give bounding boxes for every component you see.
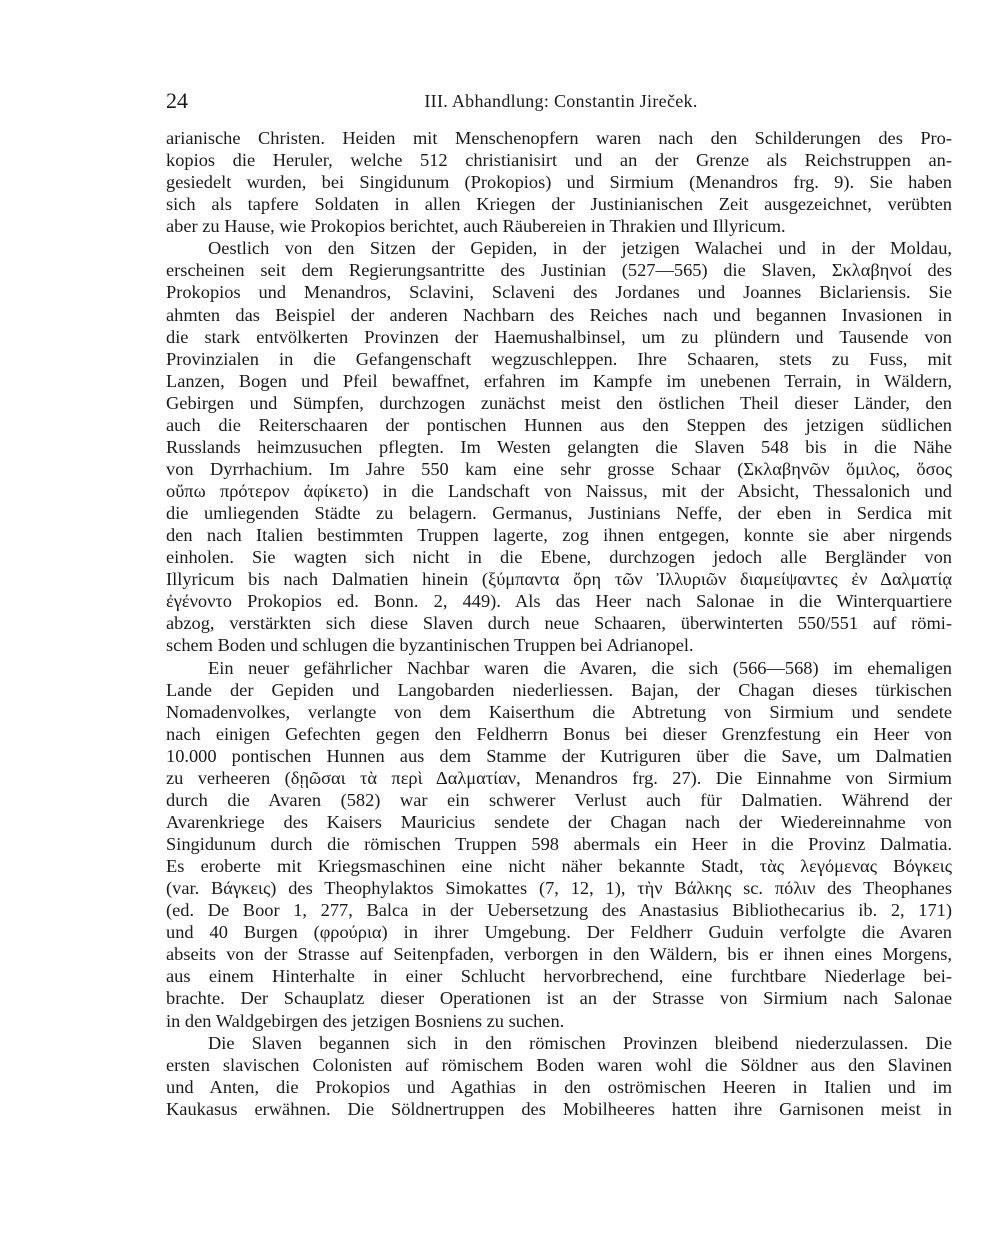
text-line: abseits von der Strasse auf Seitenpfaden, verborgen in den Wäldern, bis er ihnen eines Morgens, — [166, 944, 952, 965]
text-line: Lanzen, Bogen und Pfeil bewaffnet, erfahren im Kampfe im unebenen Terrain, in Wäldern, — [166, 370, 952, 391]
text-line: zu verheeren (δῃῶσαι τὰ περὶ Δαλματίαν, Menandros frg. 27). Die Einnahme von Sirmium — [166, 767, 952, 788]
body-text — [166, 127, 952, 1120]
text-line: (var. Βάγκεις) des Theophylaktos Simokattes (7, 12, 1), τὴν Βάλκης sc. πόλιν des Theophanes — [166, 878, 952, 899]
text-line: in den Waldgebirgen des jetzigen Bosniens zu suchen. — [166, 1010, 565, 1031]
text-line: sich als tapfere Soldaten in allen Kriegen der Justinianischen Zeit ausgezeichnet, verübten — [166, 194, 952, 215]
text-line: Ein neuer gefährlicher Nachbar waren die Avaren, die sich (566—568) im ehemaligen — [208, 657, 952, 678]
text-line: (ed. De Boor 1, 277, Balca in der Uebersetzung des Anastasius Bibliothecarius ib. 2, 171) — [166, 900, 952, 921]
text-line: Gebirgen und Sümpfen, durchzogen zunächst meist den östlichen Theil dieser Länder, den — [166, 392, 952, 413]
text-line: aus einem Hinterhalte in einer Schlucht hervorbrechend, eine furchtbare Niederlage bei- — [166, 966, 952, 987]
text-line: Avarenkriege des Kaisers Mauricius sendete der Chagan nach der Wiedereinnahme von — [166, 811, 952, 832]
text-line: Russlands heimzusuchen pflegten. Im Westen gelangten die Slaven 548 bis in die Nähe — [166, 436, 952, 457]
text-line: Singidunum durch die römischen Truppen 598 abermals ein Heer in die Provinz Dalmatia. — [166, 834, 952, 854]
text-line: Nomadenvolkes, verlangte von dem Kaiserthum die Abtretung von Sirmium und sendete — [166, 701, 952, 722]
text-line: auch die Reiterschaaren der pontischen Hunnen aus den Steppen des jetzigen südlichen — [166, 414, 952, 435]
text-line: Provinzialen in die Gefangenschaft wegzuschleppen. Ihre Schaaren, stets zu Fuss, mit — [166, 348, 952, 369]
page-number: 24 — [166, 88, 188, 113]
text-line: brachte. Der Schauplatz dieser Operationen ist an der Strasse von Sirmium nach Salonae — [166, 988, 952, 1009]
text-line: einholen. Sie wagten sich nicht in die Ebene, durchzogen jedoch alle Bergländer von — [166, 547, 952, 568]
text-line: ἐγένοντο Prokopios ed. Bonn. 2, 449). Als das Heer nach Salonae in die Winterquartiere — [166, 591, 952, 612]
text-line: 10.000 pontischen Hunnen aus dem Stamme der Kutriguren über die Save, um Dalmatien — [166, 745, 952, 766]
text-line: erscheinen seit dem Regierungsantritte des Justinian (527—565) die Slaven, Σκλαβηνοί des — [166, 260, 952, 281]
text-line: Die Slaven begannen sich in den römischen Provinzen bleibend niederzulassen. Die — [208, 1032, 952, 1053]
text-line: die umliegenden Städte zu belagern. Germanus, Justinians Neffe, der eben in Serdica mit — [166, 503, 952, 524]
text-line: gesiedelt wurden, bei Singidunum (Prokopios) und Sirmium (Menandros frg. 9). Sie haben — [166, 172, 952, 193]
text-line: kopios die Heruler, welche 512 christianisirt und an der Grenze als Reichstruppen an- — [166, 150, 952, 171]
text-line: Illyricum bis nach Dalmatien hinein (ξύμπαντα ὄρη τῶν Ἰλλυριῶν διαμείψαντες ἐν Δαλματίᾳ — [166, 569, 952, 590]
text-line: und 40 Burgen (φρούρια) in ihrer Umgebung. Der Feldherr Guduin verfolgte die Avaren — [166, 922, 952, 943]
text-line: schem Boden und schlugen die byzantinischen Truppen bei Adrianopel. — [166, 635, 694, 656]
text-line: Oestlich von den Sitzen der Gepiden, in der jetzigen Walachei und in der Moldau, — [208, 238, 952, 259]
running-head: III. Abhandlung: Constantin Jireček. — [424, 91, 698, 111]
text-line: aber zu Hause, wie Prokopios berichtet, auch Räubereien in Thrakien und Illyricum. — [166, 216, 786, 237]
text-line: die stark entvölkerten Provinzen der Haemushalbinsel, um zu plündern und Tausende von — [166, 326, 952, 347]
text-line: ersten slavischen Colonisten auf römischem Boden waren wohl die Söldner aus den Slavinen — [166, 1054, 952, 1075]
text-line: und Anten, die Prokopios und Agathias in den oströmischen Heeren in Italien und im — [166, 1076, 952, 1097]
text-line: Lande der Gepiden und Langobarden niederliessen. Bajan, der Chagan dieses türkischen — [166, 679, 952, 700]
text-line: Prokopios und Menandros, Sclavini, Sclaveni des Jordanes und Joannes Biclariensis. Sie — [166, 282, 952, 303]
text-line: Kaukasus erwähnen. Die Söldnertruppen des Mobilheeres hatten ihre Garnisonen meist in — [166, 1098, 952, 1119]
text-line: Es eroberte mit Kriegsmaschinen eine nicht näher bekannte Stadt, τὰς λεγόμενας Βόγκεις — [166, 856, 952, 877]
page-header — [166, 86, 956, 116]
text-line: arianische Christen. Heiden mit Menschenopfern waren nach den Schilderungen des Pro- — [166, 128, 952, 148]
text-line: οὔπω πρότερον ἀφίκετο) in die Landschaft von Naissus, mit der Absicht, Thessalonich und — [166, 481, 952, 501]
text-line: ahmten das Beispiel der anderen Nachbarn des Reiches nach und begannen Invasionen in — [166, 304, 952, 325]
text-line: abzog, verstärkten sich diese Slaven durch neue Schaaren, überwinterten 550/551 auf römi- — [166, 613, 952, 634]
text-line: von Dyrrhachium. Im Jahre 550 kam eine sehr grosse Schaar (Σκλαβηνῶν ὅμιλος, ὅσος — [166, 458, 952, 479]
text-line: nach einigen Gefechten gegen den Feldherrn Bonus bei dieser Grenzfestung ein Heer von — [166, 723, 952, 744]
text-line: den nach Italien bestimmten Truppen lagerte, zog ihnen entgegen, konnte sie aber nirgends — [166, 525, 952, 546]
text-line: durch die Avaren (582) war ein schwerer Verlust auch für Dalmatien. Während der — [166, 789, 952, 810]
